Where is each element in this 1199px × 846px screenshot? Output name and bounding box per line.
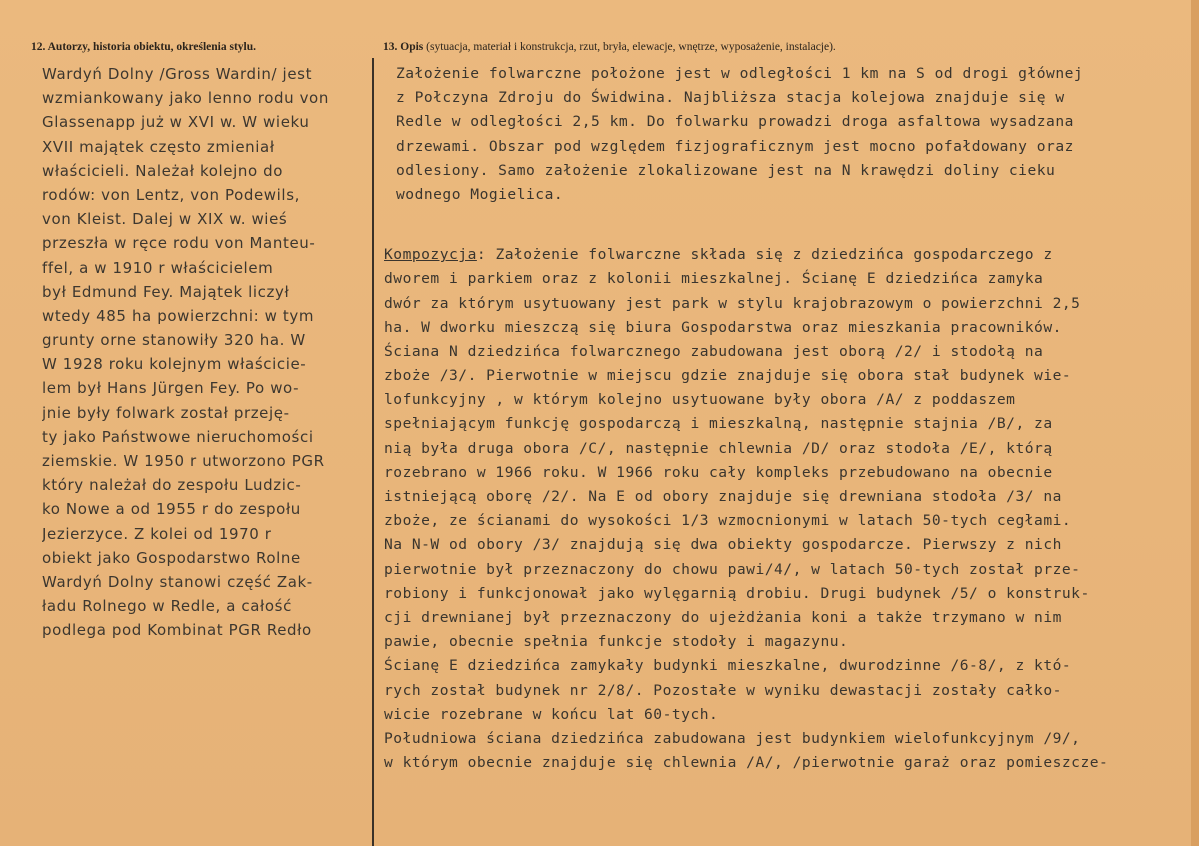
- paragraph-gap: [396, 207, 1186, 243]
- composition-line: cji drewnianej był przeznaczony do ujeżdżania koni a także trzymano w nim: [384, 608, 1062, 626]
- history-line: ładu Rolnego w Redle, a całość: [42, 597, 292, 616]
- composition-line: zboże, ze ścianami do wysokości 1/3 wzmocnionymi w latach 50-tych cegłami.: [384, 512, 1072, 530]
- composition-line: dwór za którym usytuowany jest park w stylu krajobrazowym o powierzchni 2,5: [384, 294, 1081, 312]
- history-line: podlega pod Kombinat PGR Redło: [42, 621, 312, 640]
- composition-label: Kompozycja: [384, 246, 477, 264]
- intro-line: Założenie folwarczne położone jest w odległości 1 km na S od drogi głównej: [396, 65, 1084, 82]
- page-edge: [1191, 0, 1199, 846]
- section-13-subtitle: (sytuacja, materiał i konstrukcja, rzut, bryła, elewacje, wnętrze, wyposażenie, instalacje).: [426, 41, 836, 53]
- section-12-number: 12.: [31, 41, 46, 53]
- section-12-header: [31, 41, 256, 53]
- residential-line: Ścianę E dziedzińca zamykały budynki mieszkalne, dwurodzinne /6-8/, z któ-: [384, 657, 1072, 675]
- history-line: ziemskie. W 1950 r utworzono PGR: [42, 452, 325, 470]
- history-line: Jezierzyce. Z kolei od 1970 r: [42, 524, 272, 543]
- composition-line: pawie, obecnie spełnia funkcje stodoły i magazynu.: [384, 633, 849, 651]
- history-line: XVII majątek często zmieniał: [42, 137, 275, 156]
- history-line: rodów: von Lentz, von Podewils,: [42, 185, 300, 204]
- history-line: grunty orne stanowiły 320 ha. W: [42, 331, 306, 350]
- section-13-header: [383, 41, 836, 53]
- composition-line: rozebrano w 1966 roku. W 1966 roku cały kompleks przebudowano na obecnie: [384, 463, 1053, 481]
- composition-line: nią była druga obora /C/, następnie chlewnia /D/ oraz stodoła /E/, którą: [384, 439, 1053, 457]
- column-divider: [372, 58, 374, 846]
- section-12-title: Autorzy, historia obiektu, określenia stylu.: [47, 41, 257, 53]
- history-line: wzmiankowany jako lenno rodu von: [42, 89, 329, 108]
- intro-line: z Połczyna Zdroju do Świdwina. Najbliższa stacja kolejowa znajduje się w: [396, 89, 1065, 107]
- composition-line: dworem i parkiem oraz z kolonii mieszkalnej. Ścianę E dziedzińca zamyka: [384, 270, 1044, 288]
- residential-paragraph: [384, 654, 1186, 775]
- intro-line: wodnego Mogielica.: [396, 185, 564, 203]
- intro-line: Redle w odległości 2,5 km. Do folwarku prowadzi droga asfaltowa wysadzana: [396, 113, 1074, 131]
- composition-line: Ściana N dziedzińca folwarcznego zabudowana jest oborą /2/ i stodołą na: [384, 342, 1044, 360]
- composition-line: pierwotnie był przeznaczony do chowu pawi/4/, w latach 50-tych został prze-: [384, 560, 1081, 578]
- history-line: Wardyń Dolny /Gross Wardin/ jest: [42, 65, 313, 83]
- intro-line: odlesiony. Samo założenie zlokalizowane jest na N krawędzi doliny cieku: [396, 161, 1056, 179]
- history-line: von Kleist. Dalej w XIX w. wieś: [42, 210, 288, 229]
- history-line: jnie były folwark został przeję-: [42, 403, 290, 422]
- history-line: ty jako Państwowe nieruchomości: [42, 427, 314, 446]
- composition-line: ha. W dworku mieszczą się biura Gospodarstwa oraz mieszkania pracowników.: [384, 318, 1062, 336]
- description-text: [384, 62, 1186, 775]
- history-line: ko Nowe a od 1955 r do zespołu: [42, 500, 301, 519]
- composition-line: robiony i funkcjonował jako wylęgarnią drobiu. Drugi budynek /5/ o konstruk-: [384, 584, 1090, 602]
- composition-line: Na N-W od obory /3/ znajdują się dwa obiekty gospodarcze. Pierwszy z nich: [384, 536, 1062, 554]
- history-line: obiekt jako Gospodarstwo Rolne: [42, 548, 301, 567]
- section-13-title: Opis: [400, 41, 424, 53]
- composition-first-line: [384, 243, 1186, 267]
- composition-line: lofunkcyjny , w którym kolejno usytuowane były obora /A/ z poddaszem: [384, 391, 1016, 409]
- history-line: Wardyń Dolny stanowi część Zak-: [42, 572, 313, 591]
- history-line: lem był Hans Jürgen Fey. Po wo-: [42, 379, 300, 398]
- history-line: był Edmund Fey. Majątek liczył: [42, 282, 290, 301]
- composition-first-text: : Założenie folwarczne składa się z dziedzińca gospodarczego z: [476, 246, 1053, 264]
- history-line: przeszła w ręce rodu von Manteu-: [42, 234, 316, 253]
- residential-line: rych został budynek nr 2/8/. Pozostałe w wyniku dewastacji zostały całko-: [384, 681, 1062, 699]
- composition-paragraph: [384, 267, 1186, 654]
- history-line: wtedy 485 ha powierzchni: w tym: [42, 306, 315, 325]
- history-line: właścicieli. Należał kolejno do: [42, 161, 284, 180]
- history-line: który należał do zespołu Ludzic-: [42, 476, 302, 495]
- composition-line: spełniającym funkcję gospodarczą i mieszkalną, następnie stajnia /B/, za: [384, 415, 1053, 433]
- intro-paragraph: [396, 62, 1186, 207]
- history-line: ffel, a w 1910 r właścicielem: [42, 258, 274, 277]
- history-text: [42, 62, 372, 643]
- history-line: W 1928 roku kolejnym właściciе-: [42, 355, 307, 374]
- intro-line: drzewami. Obszar pod względem fizjograficznym jest mocno pofałdowany oraz: [396, 137, 1074, 155]
- residential-line: Południowa ściana dziedzińca zabudowana jest budynkiem wielofunkcyjnym /9/,: [384, 729, 1081, 747]
- residential-line: w którym obecnie znajduje się chlewnia /A/, /pierwotnie garaż oraz pomieszcze-: [384, 754, 1109, 772]
- composition-line: istniejącą oborę /2/. Na E od obory znajduje się drewniana stodoła /3/ na: [384, 488, 1062, 505]
- history-line: Glassenapp już w XVI w. W wieku: [42, 113, 310, 132]
- section-13-number: 13.: [383, 41, 398, 53]
- composition-line: zboże /3/. Pierwotnie w miejscu gdzie znajduje się obora stał budynek wie-: [384, 367, 1072, 385]
- residential-line: wicie rozebrane w końcu lat 60-tych.: [384, 705, 719, 723]
